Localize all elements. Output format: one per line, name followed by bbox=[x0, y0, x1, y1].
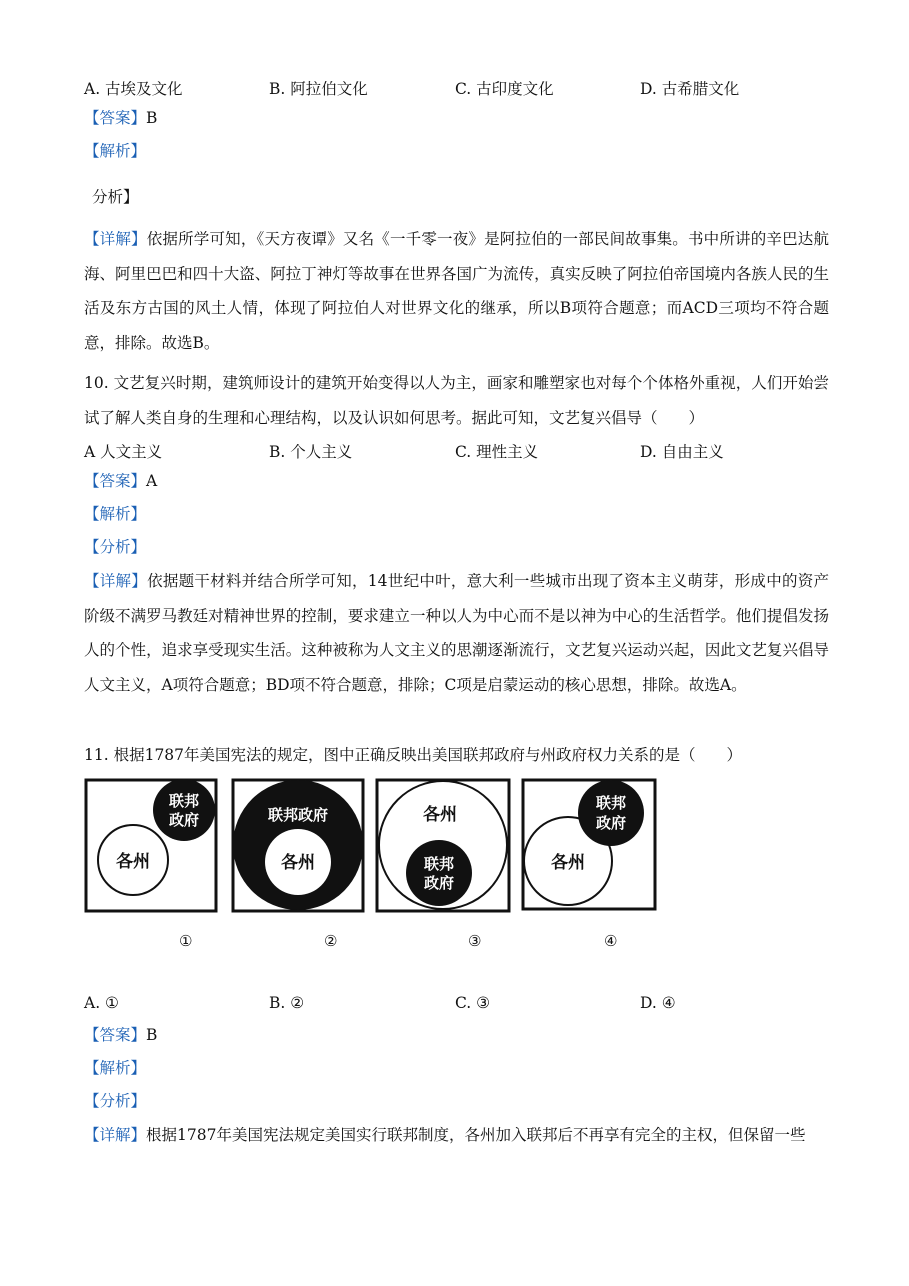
q11-option-a: A. ① bbox=[84, 994, 119, 1012]
detail-text: 依据题干材料并结合所学可知，14世纪中叶，意大利一些城市出现了资本主义萌芽，形成中的资产阶级不满罗马教廷对精神世界的控制，要求建立一种以人为中心而不是以神为中心的生活哲学。他们提倡发扬人的个性，追求享受现实生活。这种被称为人文主义的思潮逐渐流行，文艺复兴运动兴起，因此文艺复兴倡导人文主义，A项符合题意；BD项不符合题意，排除；C项是启蒙运动的核心思想，排除。故选A。 bbox=[84, 572, 829, 694]
q9-fenxi: 分析】 bbox=[92, 188, 139, 206]
q9-option-d: D. 古希腊文化 bbox=[640, 80, 740, 98]
q11-option-b: B. ② bbox=[269, 994, 305, 1012]
q11-figure bbox=[84, 778, 664, 918]
q10-option-c: C. 理性主义 bbox=[455, 443, 539, 461]
q10-detail bbox=[84, 564, 829, 702]
q11-option-c: C. ③ bbox=[455, 994, 491, 1012]
q10-fenxi: 【分析】 bbox=[84, 538, 147, 556]
federal-label-line2: 政府 bbox=[423, 874, 455, 892]
q10-options bbox=[84, 440, 829, 462]
figure-label-2: ② bbox=[324, 932, 338, 950]
q9-answer bbox=[84, 108, 157, 128]
federal-label-line2: 政府 bbox=[168, 811, 200, 829]
diagram-4 bbox=[523, 780, 655, 909]
diagram-3 bbox=[377, 780, 509, 911]
detail-text: 根据1787年美国宪法规定美国实行联邦制度，各州加入联邦后不再享有完全的主权，但保留一些 bbox=[146, 1126, 806, 1144]
q11-detail bbox=[84, 1118, 829, 1153]
states-label: 各州 bbox=[281, 853, 315, 873]
q10-answer bbox=[84, 471, 157, 491]
detail-tag: 【详解】 bbox=[84, 230, 147, 248]
diagram-1 bbox=[86, 779, 216, 911]
q9-analysis-tag: 【解析】 bbox=[84, 142, 147, 160]
figure-label-1: ① bbox=[179, 932, 193, 950]
states-label: 各州 bbox=[116, 852, 150, 872]
answer-tag: 【答案】 bbox=[84, 1026, 147, 1044]
detail-tag: 【详解】 bbox=[84, 572, 148, 590]
q9-options bbox=[84, 77, 829, 99]
federal-label-line1: 联邦 bbox=[595, 794, 627, 812]
federal-label-line1: 联邦 bbox=[423, 855, 455, 873]
q11-question: 11. 根据1787年美国宪法的规定，图中正确反映出美国联邦政府与州政府权力关系的是（ ） bbox=[84, 746, 743, 764]
q10-analysis-tag: 【解析】 bbox=[84, 505, 147, 523]
federal-label-line2: 政府 bbox=[595, 814, 627, 832]
detail-tag: 【详解】 bbox=[84, 1126, 147, 1144]
q9-detail bbox=[84, 222, 829, 360]
figure-label-4: ④ bbox=[604, 932, 618, 950]
detail-text: 依据所学可知，《天方夜谭》又名《一千零一夜》是阿拉伯的一部民间故事集。书中所讲的辛巴达航海、阿里巴巴和四十大盗、阿拉丁神灯等故事在世界各国广为流传，真实反映了阿拉伯帝国境内各族人民的生活及东方古国的风土人情，体现了阿拉伯人对世界文化的继承，所以B项符合题意；而ACD三项均不符合题意，排除。故选B。 bbox=[84, 230, 829, 352]
q10-option-d: D. 自由主义 bbox=[640, 443, 724, 461]
states-label: 各州 bbox=[423, 805, 457, 825]
answer-tag: 【答案】 bbox=[84, 109, 147, 127]
q10-option-a: A 人文主义 bbox=[84, 443, 163, 461]
states-label: 各州 bbox=[551, 853, 585, 873]
answer-value: B bbox=[146, 1026, 158, 1044]
q9-option-a: A. 古埃及文化 bbox=[84, 80, 183, 98]
answer-value: B bbox=[146, 109, 158, 127]
q10-option-b: B. 个人主义 bbox=[269, 443, 353, 461]
q9-option-c: C. 古印度文化 bbox=[455, 80, 554, 98]
q11-answer bbox=[84, 1025, 157, 1045]
federal-label-line1: 联邦 bbox=[168, 792, 200, 810]
q11-analysis-tag: 【解析】 bbox=[84, 1059, 147, 1077]
q11-options bbox=[84, 994, 829, 1016]
federal-label: 联邦政府 bbox=[267, 806, 329, 824]
q11-fenxi: 【分析】 bbox=[84, 1092, 147, 1110]
answer-value: A bbox=[146, 472, 158, 490]
answer-tag: 【答案】 bbox=[84, 472, 147, 490]
q11-option-d: D. ④ bbox=[640, 994, 676, 1012]
diagram-2 bbox=[233, 780, 363, 911]
q10-question: 10. 文艺复兴时期，建筑师设计的建筑开始变得以人为主，画家和雕塑家也对每个个体格外重视，人们开始尝试了解人类自身的生理和心理结构，以及认识如何思考。据此可知，文艺复兴倡导（ ） bbox=[84, 374, 829, 427]
q9-option-b: B. 阿拉伯文化 bbox=[269, 80, 368, 98]
figure-label-3: ③ bbox=[468, 932, 482, 950]
